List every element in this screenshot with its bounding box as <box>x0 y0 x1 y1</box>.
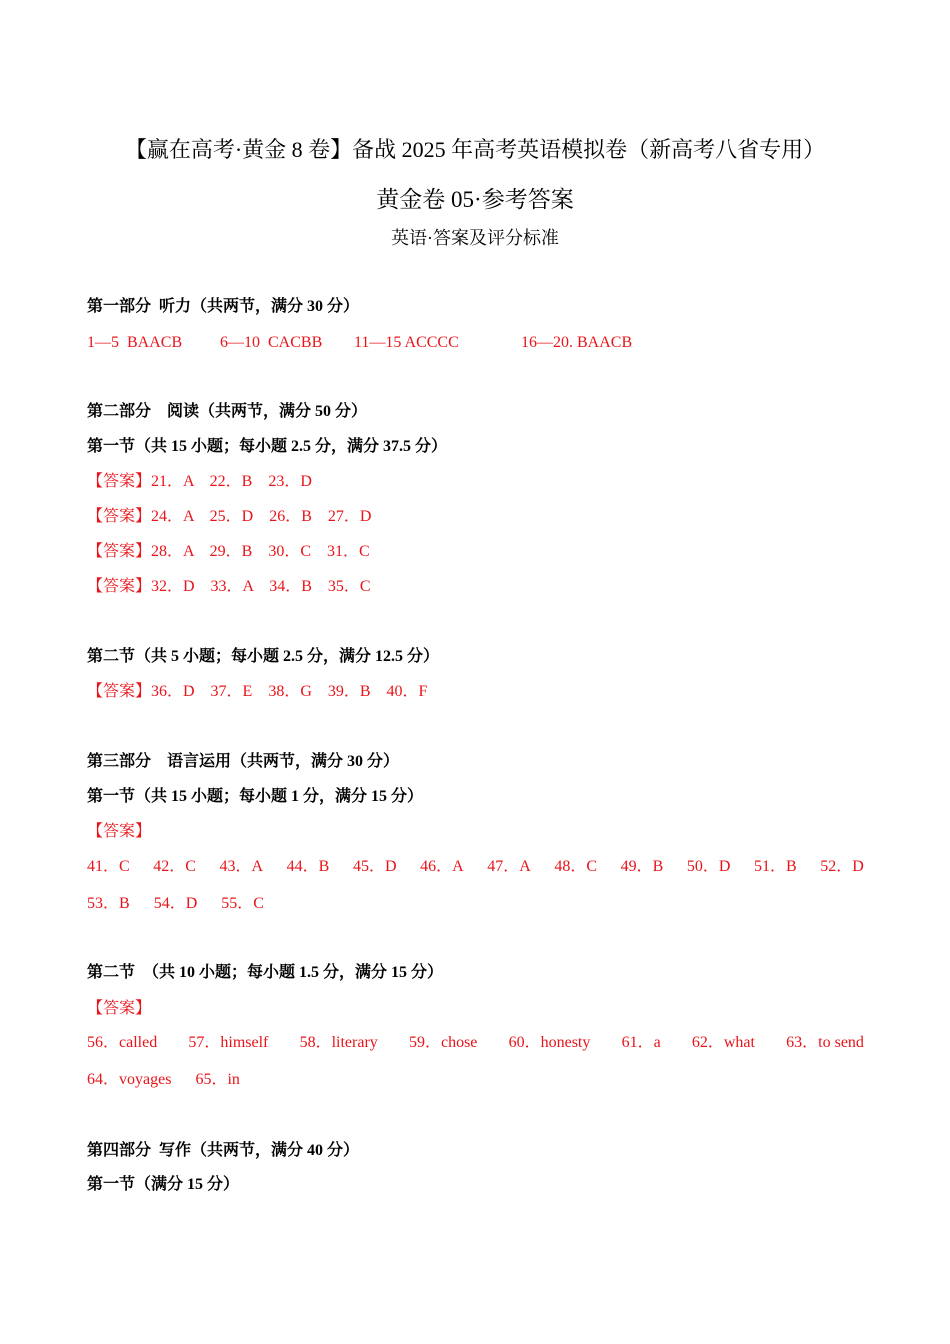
part1-heading: 第一部分 听力（共两节，满分 30 分） <box>87 298 360 315</box>
answer-item: 44．B <box>286 858 330 875</box>
part4-section1-heading: 第一节（满分 15 分） <box>87 1176 240 1193</box>
part2-section2-answer-line: 【答案】36．D 37．E 38．G 39．B 40．F <box>87 683 428 700</box>
part3-section2-answer-row <box>87 1032 864 1054</box>
document-title: 【赢在高考·黄金 8 卷】备战 2025 年高考英语模拟卷（新高考八省专用） <box>124 137 826 162</box>
part3-section1-answer-row <box>87 856 864 878</box>
part2-section2-heading: 第二节（共 5 小题；每小题 2.5 分，满分 12.5 分） <box>87 648 440 665</box>
answer-item: 48．C <box>554 858 598 875</box>
answer-item: 60．honesty <box>508 1034 591 1051</box>
answer-item: 50．D <box>686 858 731 875</box>
document-subtitle: 黄金卷 05·参考答案 <box>376 187 574 212</box>
part3-section1-heading: 第一节（共 15 小题；每小题 1 分，满分 15 分） <box>87 788 424 805</box>
answer-item: 54．D <box>153 895 198 912</box>
listening-answer-group: 11—15 ACCCC <box>354 334 459 351</box>
part3-section2-heading: 第二节 （共 10 小题；每小题 1.5 分，满分 15 分） <box>87 964 444 981</box>
answer-item: 42．C <box>153 858 196 875</box>
answer-item: 58．literary <box>299 1034 378 1051</box>
part2-section1-answer-line: 【答案】24．A 25．D 26．B 27．D <box>87 508 372 525</box>
answer-item: 53．B <box>87 895 130 912</box>
answer-item: 56．called <box>87 1034 158 1051</box>
answer-item: 62．what <box>691 1034 755 1051</box>
answer-item: 59．chose <box>408 1034 478 1051</box>
part3-section2-answer-row <box>87 1069 864 1091</box>
answer-item: 47．A <box>487 858 531 875</box>
answer-item: 51．B <box>754 858 797 875</box>
part3-heading: 第三部分 语言运用（共两节，满分 30 分） <box>87 753 400 770</box>
part3-section2-answer-label: 【答案】 <box>87 1000 152 1017</box>
part2-section1-heading: 第一节（共 15 小题；每小题 2.5 分，满分 37.5 分） <box>87 438 448 455</box>
answer-item: 61．a <box>621 1034 661 1051</box>
part2-section1-answer-line: 【答案】28．A 29．B 30．C 31．C <box>87 543 370 560</box>
answer-item: 43．A <box>219 858 264 875</box>
listening-answer-group: 6—10 CACBB <box>220 334 323 351</box>
answer-item: 55．C <box>221 895 264 912</box>
listening-answer-group: 16—20. BAACB <box>521 334 633 351</box>
part3-section1-answer-row <box>87 893 864 915</box>
answer-item: 41．C <box>87 858 130 875</box>
answer-item: 52．D <box>820 858 864 875</box>
part2-heading: 第二部分 阅读（共两节，满分 50 分） <box>87 403 368 420</box>
part4-heading: 第四部分 写作（共两节，满分 40 分） <box>87 1142 360 1159</box>
part3-section1-answer-label: 【答案】 <box>87 823 152 840</box>
answer-item: 64．voyages <box>87 1071 172 1088</box>
part2-section1-answer-line: 【答案】21．A 22．B 23．D <box>87 473 312 490</box>
answer-item: 45．D <box>352 858 397 875</box>
answer-item: 49．B <box>620 858 664 875</box>
part1-answers <box>87 332 864 354</box>
document-caption: 英语·答案及评分标准 <box>391 228 559 248</box>
answer-item: 63．to send <box>786 1034 864 1051</box>
answer-item: 46．A <box>420 858 464 875</box>
answer-item: 65．in <box>195 1071 240 1088</box>
listening-answer-group: 1—5 BAACB <box>87 334 183 351</box>
answer-item: 57．himself <box>188 1034 269 1051</box>
part2-section1-answer-line: 【答案】32．D 33．A 34．B 35．C <box>87 578 371 595</box>
